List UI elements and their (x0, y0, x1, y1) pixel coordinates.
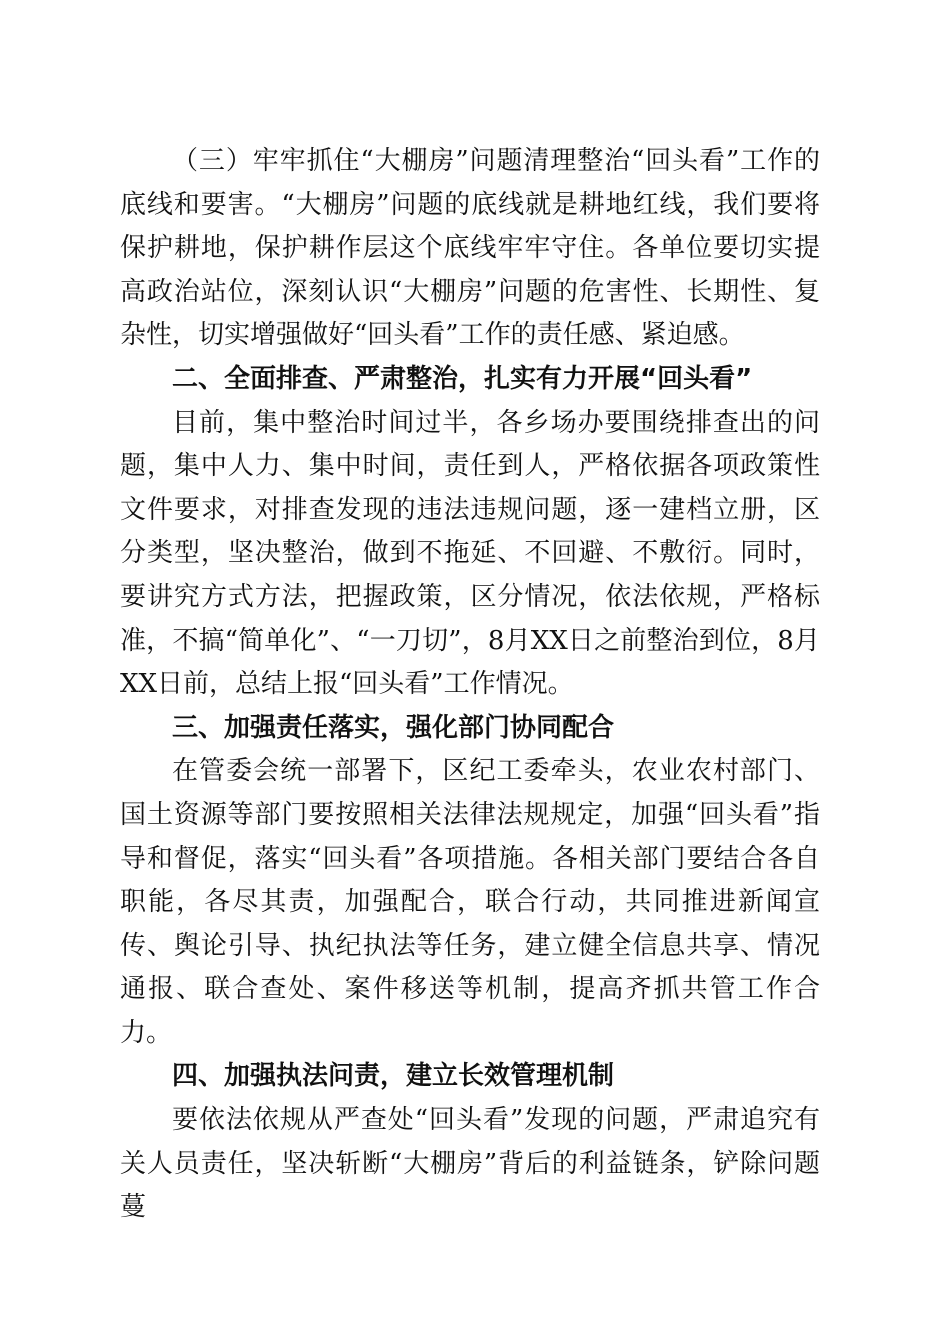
paragraph-bottom-line: （三）牢牢抓住“大棚房”问题清理整治“回头看”工作的底线和要害。“大棚房”问题的底线就是耕地红线，我们要将保护耕地，保护耕作层这个底线牢牢守住。各单位要切实提高政治站位，深刻认识“大棚房”问题的危害性、长期性、复杂性，切实增强做好“回头看”工作的责任感、紧迫感。 (120, 146, 820, 351)
section-heading-3: 三、加强责任落实，强化部门协同配合 (172, 712, 615, 743)
section-heading-2: 二、全面排查、严肃整治，扎实有力开展“回头看” (172, 363, 753, 394)
paragraph-responsibility: 在管委会统一部署下，区纪工委牵头，农业农村部门、国土资源等部门要按照相关法律法规规定，加强“回头看”指导和督促，落实“回头看”各项措施。各相关部门要结合各自职能，各尽其责，加强配合，联合行动，共同推进新闻宣传、舆论引导、执纪执法等任务，建立健全信息共享、情况通报、联合查处、案件移送等机制，提高齐抓共管工作合力。 (120, 756, 820, 1048)
section-heading-4: 四、加强执法问责，建立长效管理机制 (172, 1061, 615, 1092)
document-page (120, 140, 820, 1230)
paragraph-rectification: 目前，集中整治时间过半，各乡场办要围绕排查出的问题，集中人力、集中时间，责任到人，严格依据各项政策性文件要求，对排查发现的违法违规问题，逐一建档立册，区分类型，坚决整治，做到不拖延、不回避、不敷衍。同时，要讲究方式方法，把握政策，区分情况，依法依规，严格标准，不搞“简单化”、“一刀切”，8月XX日之前整治到位，8月XX日前，总结上报“回头看”工作情况。 (120, 407, 820, 700)
paragraph-enforcement: 要依法依规从严查处“回头看”发现的问题，严肃追究有关人员责任，坚决斩断“大棚房”背后的利益链条，铲除问题蔓 (120, 1105, 820, 1223)
